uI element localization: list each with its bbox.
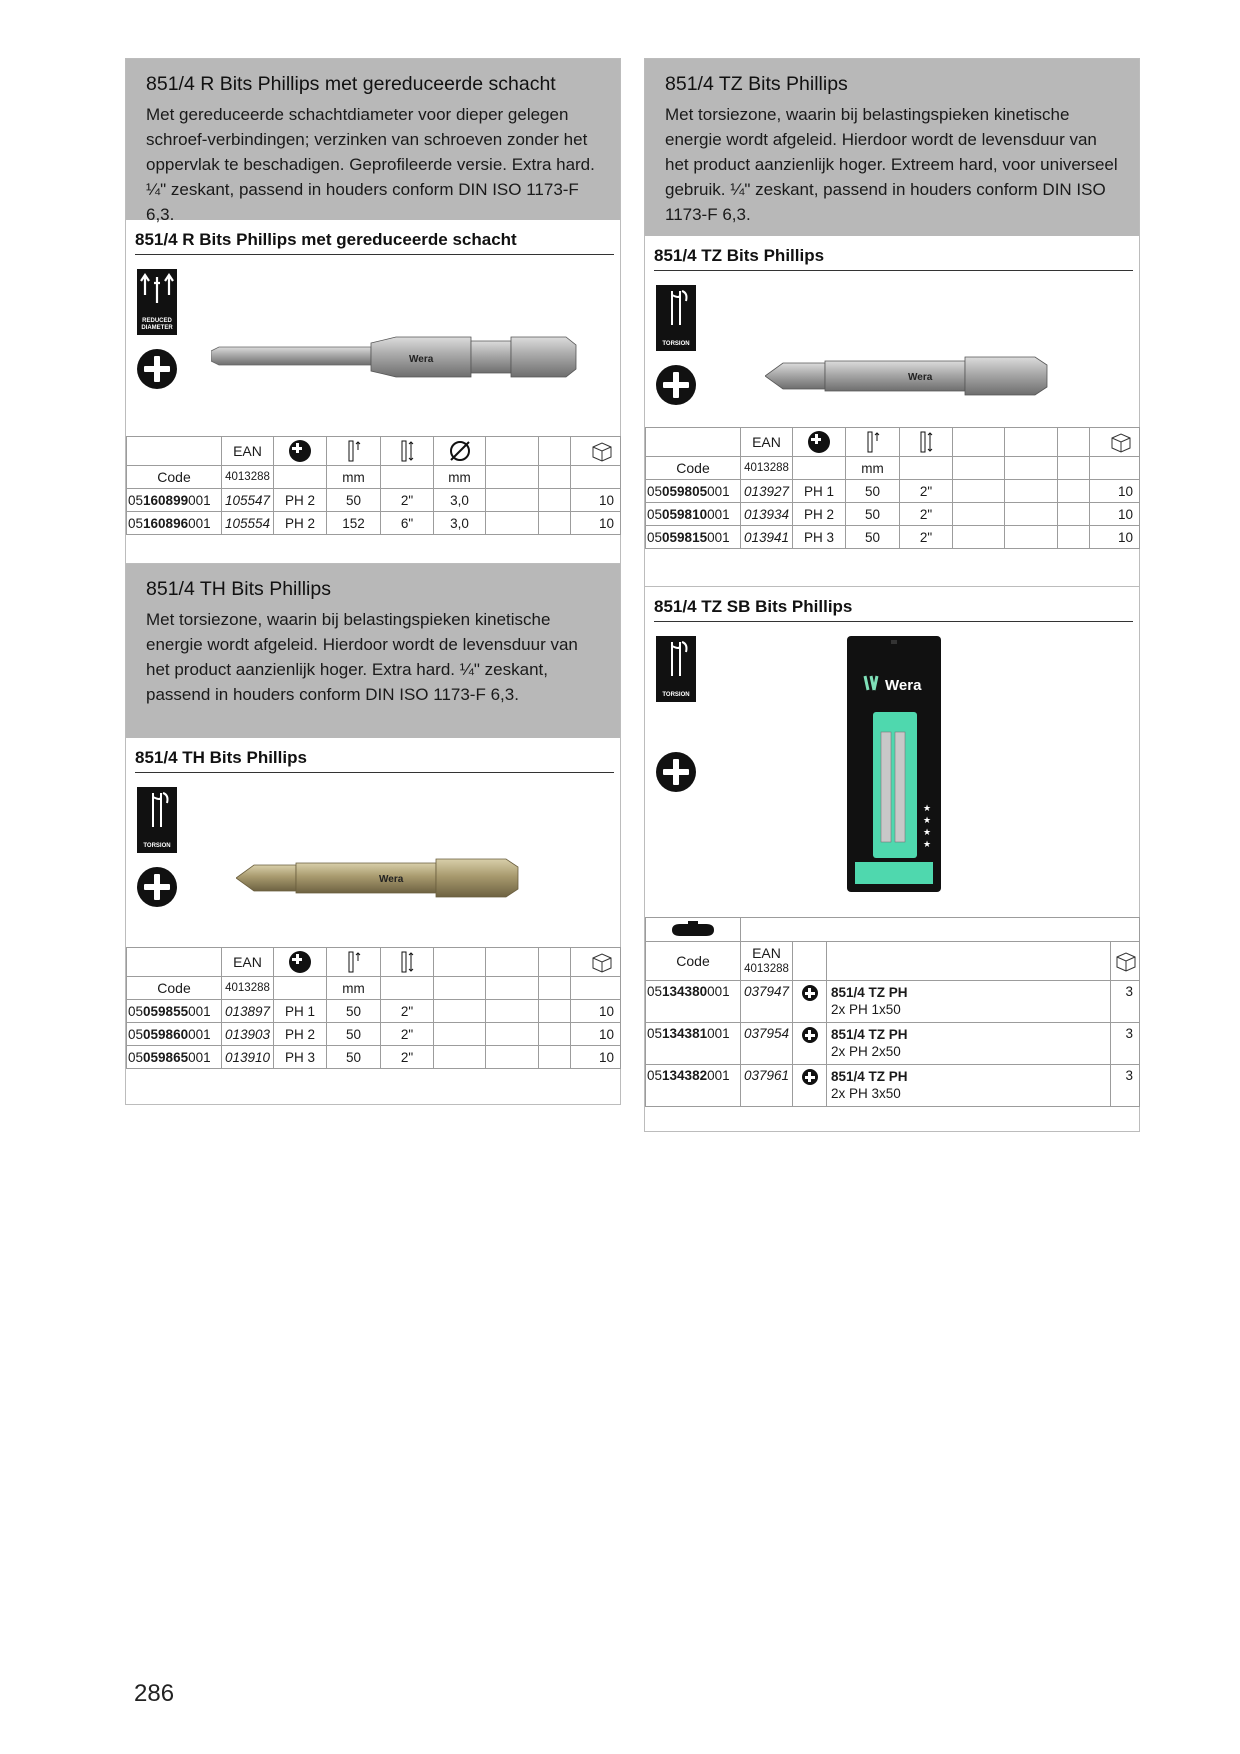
phillips-plus-icon [802, 1027, 818, 1043]
pack-qty: 10 [1090, 480, 1140, 503]
th-bits-intro [126, 564, 620, 738]
pack-qty: 3 [1111, 1023, 1140, 1065]
ean-code: 013903 [222, 1023, 274, 1046]
pack-qty: 10 [571, 1023, 621, 1046]
article-code: 05134382001 [646, 1065, 741, 1107]
diameter-icon [448, 439, 472, 463]
package-box-icon [590, 951, 614, 973]
ean-code: 013934 [741, 503, 793, 526]
phillips-plus-icon [289, 440, 311, 462]
th-bits-section [125, 563, 621, 1105]
r-bits-title: 851/4 R Bits Phillips met gereduceerde schacht [146, 73, 556, 95]
tz-bits-section [644, 58, 1140, 588]
ean-prefix: 4013288 [744, 963, 789, 975]
ean-code: 013927 [741, 480, 793, 503]
ean-code: 037954 [741, 1023, 793, 1065]
r-bits-table [126, 436, 621, 535]
product-detail: 2x PH 3x50 [831, 1086, 901, 1101]
package-box-icon [1114, 950, 1138, 972]
ean-code: 013897 [222, 1000, 274, 1023]
bit-logo: Wera [885, 677, 922, 694]
phillips-plus-icon [656, 752, 696, 792]
table-row [646, 1023, 1140, 1065]
pack-qty: 3 [1111, 981, 1140, 1023]
article-code: 05059815001 [646, 526, 741, 549]
torsion-icon [656, 636, 696, 682]
length-inch: 2" [381, 1046, 434, 1069]
tz-bits-description: Met torsiezone, waarin bij belastingspieken kinetische energie wordt afgeleid. Hierdoor wordt de levensduur van het product aanzienlijk hoger. Extreem hard, voor universeel gebruik. ¼" zeskant, passend in houders conform DIN ISO 1173-F 6,3. [665, 105, 1118, 224]
article-code: 05059860001 [127, 1023, 222, 1046]
reduced-diameter-label: REDUCED DIAMETER [141, 318, 173, 331]
bit-length-icon [919, 431, 933, 453]
reduced-diameter-icon [137, 269, 177, 309]
product-name: 851/4 TZ PH [831, 985, 908, 1000]
product-name: 851/4 TZ PH [831, 1069, 908, 1084]
product-detail: 2x PH 2x50 [831, 1044, 901, 1059]
ean-prefix: 4013288 [741, 457, 793, 480]
blister-pack-image [847, 636, 941, 892]
code-header: Code [646, 942, 741, 981]
r-bits-intro [126, 59, 620, 224]
diameter: 3,0 [434, 489, 486, 512]
th-bits-image-area [126, 773, 620, 933]
ean-code: 037947 [741, 981, 793, 1023]
torsion-icon [656, 285, 696, 331]
table-row [646, 1065, 1140, 1107]
svg-text:★: ★ [923, 803, 932, 813]
r-bits-description: Met gereduceerde schachtdiameter voor dieper gelegen schroef-verbindingen; verzinken van schroeven zonder het oppervlak te beschadigen. Geprofileerde versie. Extra hard. ¼" zeskant, passend in houders conform DIN ISO 1173-F 6,3. [146, 105, 595, 224]
pack-qty: 10 [1090, 503, 1140, 526]
bit-length-icon [400, 951, 414, 973]
code-header: Code [127, 466, 222, 489]
page-number: 286 [134, 1680, 175, 1707]
ean-code: 105547 [222, 489, 274, 512]
unit-mm: mm [327, 466, 381, 489]
tz-bits-image-area [645, 271, 1139, 427]
phillips-plus-icon [808, 431, 830, 453]
ean-prefix: 4013288 [222, 977, 274, 1000]
ean-header: EAN [222, 948, 274, 977]
length-icon [866, 431, 880, 453]
article-code: 05134381001 [646, 1023, 741, 1065]
length-mm: 50 [327, 489, 381, 512]
ean-code: 105554 [222, 512, 274, 535]
article-code: 05160899001 [127, 489, 222, 512]
th-bits-table [126, 947, 621, 1069]
table-row [646, 503, 1140, 526]
torsion-badge [137, 787, 177, 853]
length-mm: 50 [846, 480, 900, 503]
article-code: 05134380001 [646, 981, 741, 1023]
phillips-plus-icon [137, 349, 177, 389]
article-code: 05059810001 [646, 503, 741, 526]
length-mm: 50 [327, 1023, 381, 1046]
ean-header: EAN [752, 945, 781, 961]
ean-header: EAN [741, 428, 793, 457]
article-code: 05059805001 [646, 480, 741, 503]
length-mm: 50 [846, 526, 900, 549]
table-row [127, 1046, 621, 1069]
article-code: 05059865001 [127, 1046, 222, 1069]
table-row [127, 489, 621, 512]
r-bits-image-area [126, 255, 620, 415]
ean-code: 013910 [222, 1046, 274, 1069]
phillips-plus-icon [137, 867, 177, 907]
tz-sb-bits-subtitle: 851/4 TZ SB Bits Phillips [654, 587, 1133, 622]
length-inch: 2" [381, 1000, 434, 1023]
article-code: 05160896001 [127, 512, 222, 535]
torsion-badge [656, 636, 696, 702]
r-bits-subtitle: 851/4 R Bits Phillips met gereduceerde schacht [135, 220, 614, 255]
blister-pack-icon [668, 921, 718, 939]
r-bits-section [125, 58, 621, 565]
table-row [127, 1000, 621, 1023]
length-inch: 6" [381, 512, 434, 535]
tz-bits-subtitle: 851/4 TZ Bits Phillips [654, 236, 1133, 271]
ean-code: 013941 [741, 526, 793, 549]
table-row [646, 981, 1140, 1023]
ph-size: PH 2 [274, 489, 327, 512]
phillips-plus-icon [656, 365, 696, 405]
ph-size: PH 1 [793, 480, 846, 503]
pack-qty: 10 [571, 489, 621, 512]
article-code: 05059855001 [127, 1000, 222, 1023]
product-detail: 2x PH 1x50 [831, 1002, 901, 1017]
package-box-icon [1109, 431, 1133, 453]
ph-size: PH 3 [793, 526, 846, 549]
th-bits-title: 851/4 TH Bits Phillips [146, 578, 331, 600]
length-inch: 2" [900, 480, 953, 503]
ph-size: PH 2 [274, 1023, 327, 1046]
table-row [127, 512, 621, 535]
ean-header: EAN [222, 437, 274, 466]
torsion-icon [137, 787, 177, 833]
bit-logo: Wera [379, 874, 404, 885]
pack-qty: 10 [571, 512, 621, 535]
svg-text:★: ★ [923, 815, 932, 825]
unit-mm: mm [846, 457, 900, 480]
table-row [127, 1023, 621, 1046]
length-inch: 2" [900, 526, 953, 549]
ph-size: PH 2 [793, 503, 846, 526]
diameter: 3,0 [434, 512, 486, 535]
phillips-plus-icon [289, 951, 311, 973]
ph-size: PH 3 [274, 1046, 327, 1069]
pack-qty: 3 [1111, 1065, 1140, 1107]
tz-bits-table [645, 427, 1140, 549]
length-mm: 50 [846, 503, 900, 526]
pack-qty: 10 [1090, 526, 1140, 549]
ph-size: PH 2 [274, 512, 327, 535]
tz-bits-title: 851/4 TZ Bits Phillips [665, 73, 848, 95]
th-bit-image [236, 853, 536, 903]
code-header: Code [127, 977, 222, 1000]
ean-prefix: 4013288 [222, 466, 274, 489]
length-mm: 152 [327, 512, 381, 535]
tz-sb-bits-table [645, 917, 1140, 1107]
pack-qty: 10 [571, 1046, 621, 1069]
unit-mm: mm [434, 466, 486, 489]
length-inch: 2" [381, 1023, 434, 1046]
bit-logo: Wera [409, 354, 434, 365]
length-icon [347, 951, 361, 973]
length-inch: 2" [900, 503, 953, 526]
length-mm: 50 [327, 1000, 381, 1023]
tz-bits-intro [645, 59, 1139, 236]
svg-text:★: ★ [923, 839, 932, 849]
bit-logo: Wera [908, 372, 933, 383]
tz-sb-image-area [645, 622, 1139, 922]
code-header: Code [646, 457, 741, 480]
bit-length-icon [400, 440, 414, 462]
torsion-label: TORSION [662, 341, 690, 347]
table-row [646, 526, 1140, 549]
torsion-label: TORSION [662, 692, 690, 698]
svg-text:★: ★ [923, 827, 932, 837]
phillips-plus-icon [802, 985, 818, 1001]
torsion-badge [656, 285, 696, 351]
length-icon [347, 440, 361, 462]
tz-bit-image [765, 351, 1065, 401]
phillips-plus-icon [802, 1069, 818, 1085]
package-box-icon [590, 440, 614, 462]
tz-sb-bits-section [644, 586, 1140, 1132]
pack-qty: 10 [571, 1000, 621, 1023]
r-bit-image [211, 331, 611, 383]
th-bits-description: Met torsiezone, waarin bij belastingspieken kinetische energie wordt afgeleid. Hierdoor wordt de levensduur van het product aanzienlijk hoger. Extra hard. ¼" zeskant, passend in houders conform DIN ISO 1173-F 6,3. [146, 610, 578, 704]
ph-size: PH 1 [274, 1000, 327, 1023]
ean-code: 037961 [741, 1065, 793, 1107]
torsion-label: TORSION [143, 843, 171, 849]
length-mm: 50 [327, 1046, 381, 1069]
length-inch: 2" [381, 489, 434, 512]
unit-mm: mm [327, 977, 381, 1000]
th-bits-subtitle: 851/4 TH Bits Phillips [135, 738, 614, 773]
reduced-diameter-badge [137, 269, 177, 335]
product-name: 851/4 TZ PH [831, 1027, 908, 1042]
table-row [646, 480, 1140, 503]
